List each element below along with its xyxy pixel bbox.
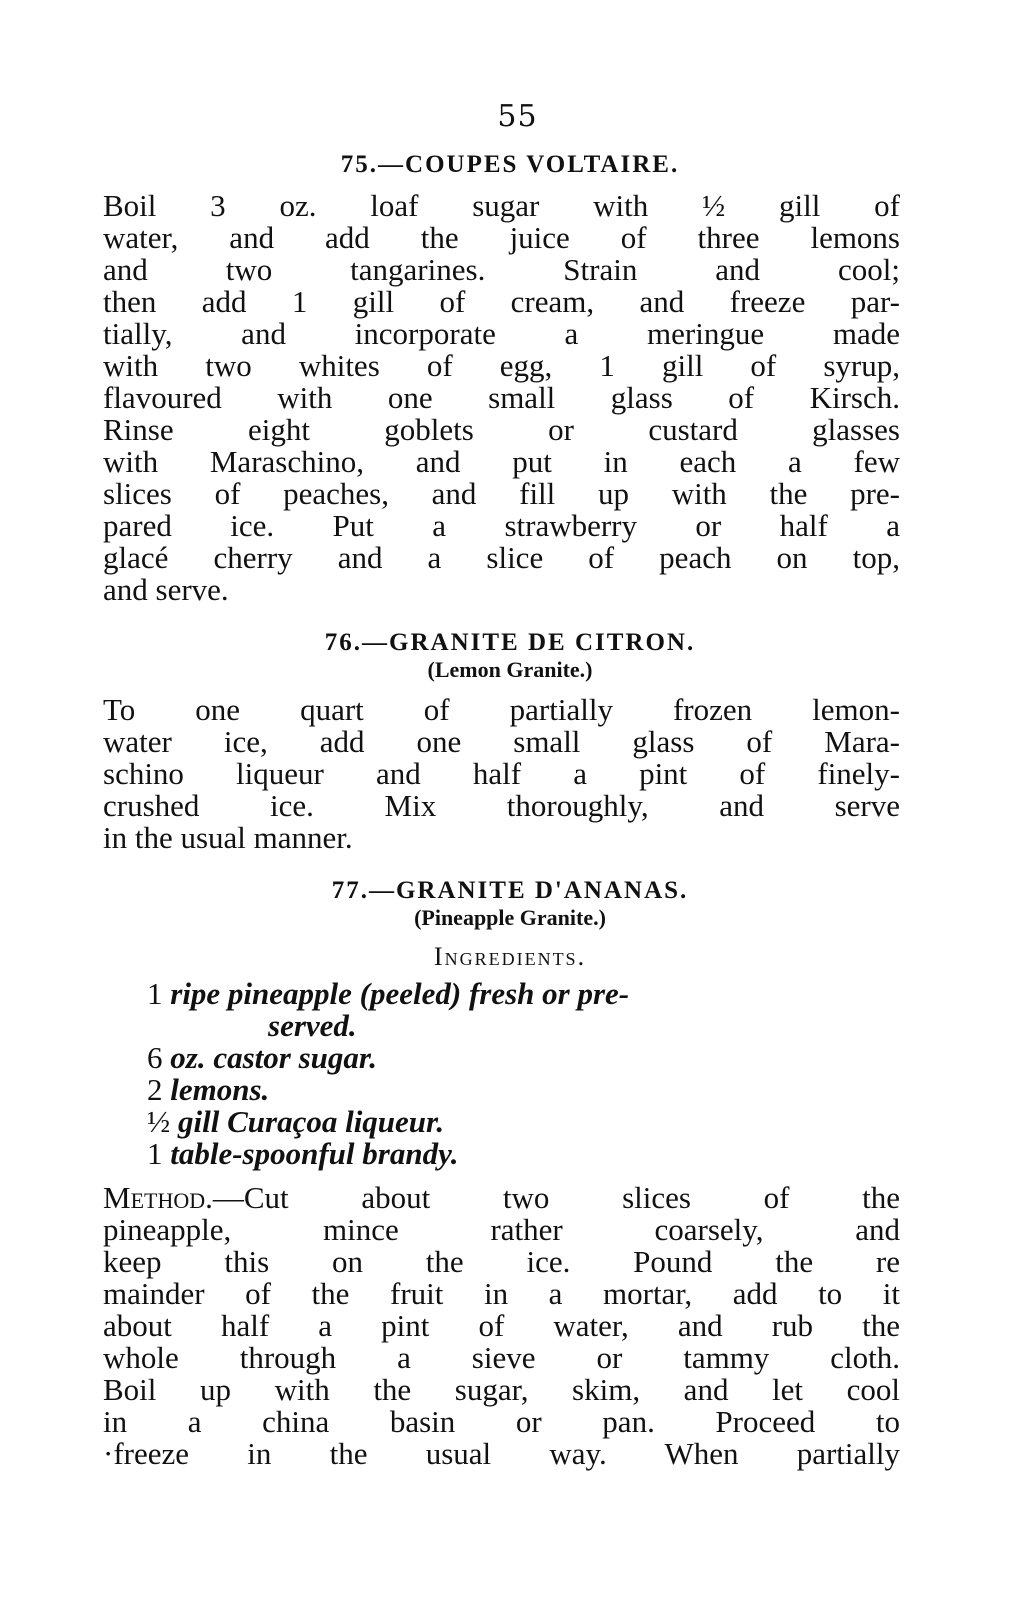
method-line: keep this on the ice. Pound the re <box>103 1244 900 1279</box>
recipe-75-line: with two whites of egg, 1 gill of syrup, <box>103 348 900 383</box>
recipe-75-line: flavoured with one small glass of Kirsch. <box>103 380 900 415</box>
method-line: mainder of the fruit in a mortar, add to it <box>103 1276 900 1311</box>
method-line: ·freeze in the usual way. When partially <box>103 1436 900 1471</box>
method-line: Boil up with the sugar, skim, and let cool <box>103 1372 900 1407</box>
recipe-76-line: in the usual manner. <box>103 820 353 855</box>
recipe-75-line: and two tangarines. Strain and cool; <box>103 252 900 287</box>
ingredient-text: served. <box>268 1008 357 1043</box>
recipe-77-subheading: (Pineapple Granite.) <box>414 905 606 930</box>
ingredient-item <box>268 1010 357 1042</box>
ingredient-item <box>147 978 629 1010</box>
ingredient-qty: 6 <box>147 1040 163 1075</box>
recipe-75-line: water, and add the juice of three lemons <box>103 220 900 255</box>
ingredient-item <box>147 1138 458 1170</box>
recipe-75-line: pared ice. Put a strawberry or half a <box>103 508 900 543</box>
recipe-75-line: tially, and incorporate a meringue made <box>103 316 900 351</box>
recipe-76-line: To one quart of partially frozen lemon- <box>103 692 900 727</box>
recipe-75-line: then add 1 gill of cream, and freeze par- <box>103 284 900 319</box>
recipe-75-line: and serve. <box>103 572 229 607</box>
ingredient-qty: 2 <box>147 1072 163 1107</box>
method-text: —Cut about two slices of the <box>212 1180 900 1215</box>
recipe-75-heading: 75.—COUPES VOLTAIRE. <box>340 151 680 178</box>
ingredient-text: gill Curaçoa liqueur. <box>178 1104 445 1139</box>
ingredient-item <box>147 1042 377 1074</box>
method-line: whole through a sieve or tammy cloth. <box>103 1340 900 1375</box>
ingredients-heading: Ingredients. <box>433 942 587 971</box>
ingredient-text: oz. castor sugar. <box>170 1040 377 1075</box>
page-number: 55 <box>497 99 538 134</box>
ingredient-text: table-spoonful brandy. <box>170 1136 459 1171</box>
ingredient-qty: ½ <box>147 1104 171 1139</box>
ingredient-qty: 1 <box>147 976 163 1011</box>
recipe-75-line: Boil 3 oz. loaf sugar with ½ gill of <box>103 188 900 223</box>
recipe-75-line: glacé cherry and a slice of peach on top, <box>103 540 900 575</box>
ingredient-item <box>147 1106 444 1138</box>
method-line <box>103 1182 900 1214</box>
method-line: in a china basin or pan. Proceed to <box>103 1404 900 1439</box>
method-line: about half a pint of water, and rub the <box>103 1308 900 1343</box>
ingredient-text: ripe pineapple (peeled) fresh or pre- <box>170 976 630 1011</box>
recipe-76-line: schino liqueur and half a pint of finely- <box>103 756 900 791</box>
recipe-77-heading: 77.—GRANITE D'ANANAS. <box>331 877 689 904</box>
ingredient-item <box>147 1074 269 1106</box>
recipe-75-line: Rinse eight goblets or custard glasses <box>103 412 900 447</box>
method-label: Method. <box>103 1180 213 1215</box>
method-line: pineapple, mince rather coarsely, and <box>103 1212 900 1247</box>
recipe-76-subheading: (Lemon Granite.) <box>427 657 593 682</box>
ingredient-qty: 1 <box>147 1136 163 1171</box>
ingredient-text: lemons. <box>170 1072 270 1107</box>
recipe-76-heading: 76.—GRANITE DE CITRON. <box>324 629 696 656</box>
recipe-76-line: crushed ice. Mix thoroughly, and serve <box>103 788 900 823</box>
recipe-75-line: slices of peaches, and fill up with the pre- <box>103 476 900 511</box>
recipe-75-line: with Maraschino, and put in each a few <box>103 444 900 479</box>
recipe-76-line: water ice, add one small glass of Mara- <box>103 724 900 759</box>
